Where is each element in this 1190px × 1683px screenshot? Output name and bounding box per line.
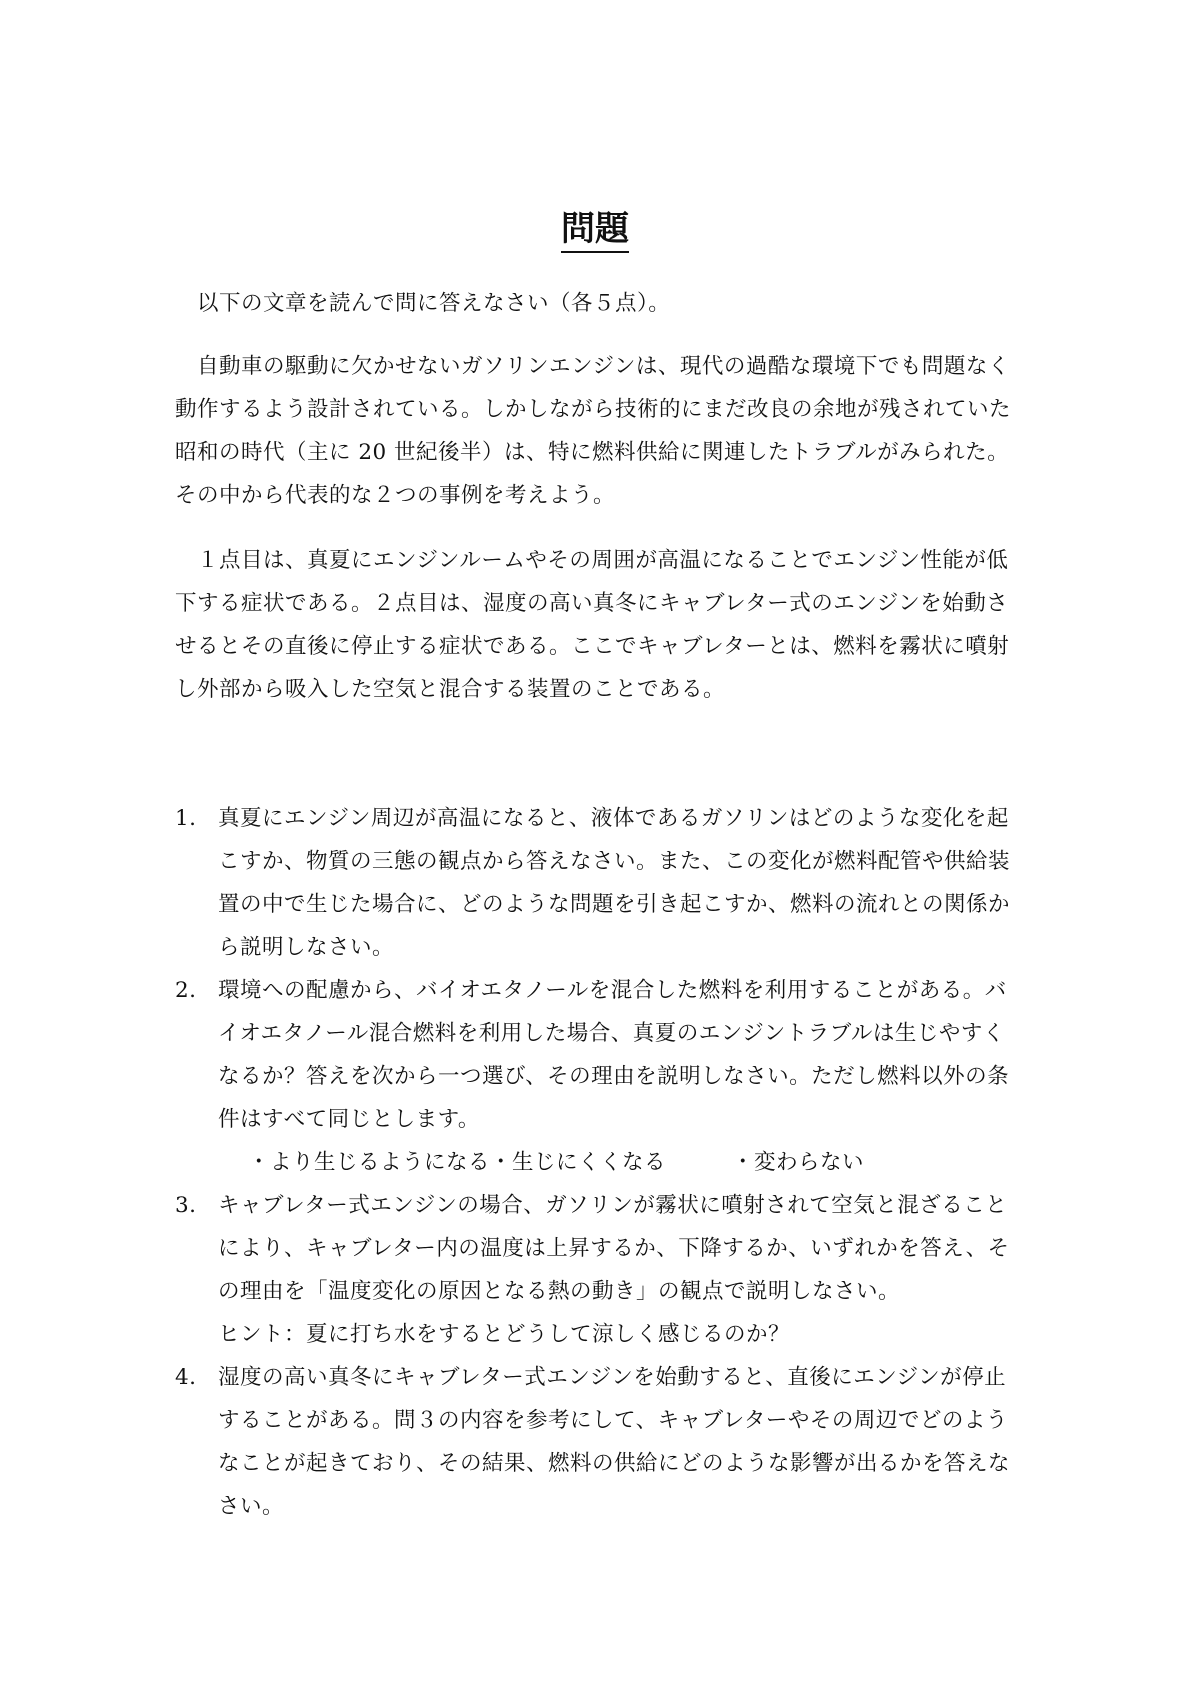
question-number: 1.	[175, 806, 197, 831]
question-list	[175, 797, 1017, 1528]
question-1	[175, 797, 1017, 969]
answer-choice: ・より生じるようになる	[248, 1150, 491, 1175]
paragraph-1: 自動車の駆動に欠かせないガソリンエンジンは、現代の過酷な環境下でも問題なく動作するよう設計されている。しかしながら技術的にまだ改良の余地が残されていた昭和の時代（主に 20 世紀後半）は、特に燃料供給に関連したトラブルがみられた。その中から代表的な２つの事例を考えよう。	[175, 354, 1012, 508]
question-3	[175, 1184, 1017, 1356]
question-text: 湿度の高い真冬にキャブレター式エンジンを始動すると、直後にエンジンが停止することがある。問３の内容を参考にして、キャブレターやその周辺でどのようなことが起きており、その結果、燃料の供給にどのような影響が出るかを答えなさい。	[218, 1365, 1011, 1519]
question-2	[175, 969, 1017, 1184]
answer-choices	[218, 1141, 1017, 1184]
question-number: 3.	[175, 1193, 197, 1218]
question-text: 環境への配慮から、バイオエタノールを混合した燃料を利用することがある。バイオエタノール混合燃料を利用した場合、真夏のエンジントラブルは生じやすくなるか？答えを次から一つ選び、その理由を説明しなさい。ただし燃料以外の条件はすべて同じとします。	[218, 978, 1010, 1132]
question-text: キャブレター式エンジンの場合、ガソリンが霧状に噴射されて空気と混ざることにより、キャブレター内の温度は上昇するか、下降するか、いずれかを答え、その理由を「温度変化の原因となる熱の動き」の観点で説明しなさい。	[218, 1193, 1010, 1304]
answer-choice: ・生じにくくなる	[490, 1150, 667, 1175]
document-body	[175, 282, 1017, 1528]
answer-choice: ・変わらない	[732, 1150, 865, 1175]
instruction-text: 以下の文章を読んで問に答えなさい（各５点）。	[197, 291, 671, 316]
question-text: 真夏にエンジン周辺が高温になると、液体であるガソリンはどのような変化を起こすか、物質の三態の観点から答えなさい。また、この変化が燃料配管や供給装置の中で生じた場合に、どのような問題を引き起こすか、燃料の流れとの関係から説明しなさい。	[218, 806, 1011, 960]
paragraph-2: １点目は、真夏にエンジンルームやその周囲が高温になることでエンジン性能が低下する症状である。２点目は、湿度の高い真冬にキャブレター式のエンジンを始動させるとその直後に停止する症状である。ここでキャブレターとは、燃料を霧状に噴射し外部から吸入した空気と混合する装置のことである。	[175, 548, 1010, 702]
question-4	[175, 1356, 1017, 1528]
page-title-text: 問題	[561, 209, 629, 253]
question-number: 2.	[175, 978, 197, 1003]
page-title	[0, 205, 1190, 253]
hint-text: ヒント：夏に打ち水をするとどうして涼しく感じるのか？	[218, 1322, 791, 1347]
question-number: 4.	[175, 1365, 197, 1390]
